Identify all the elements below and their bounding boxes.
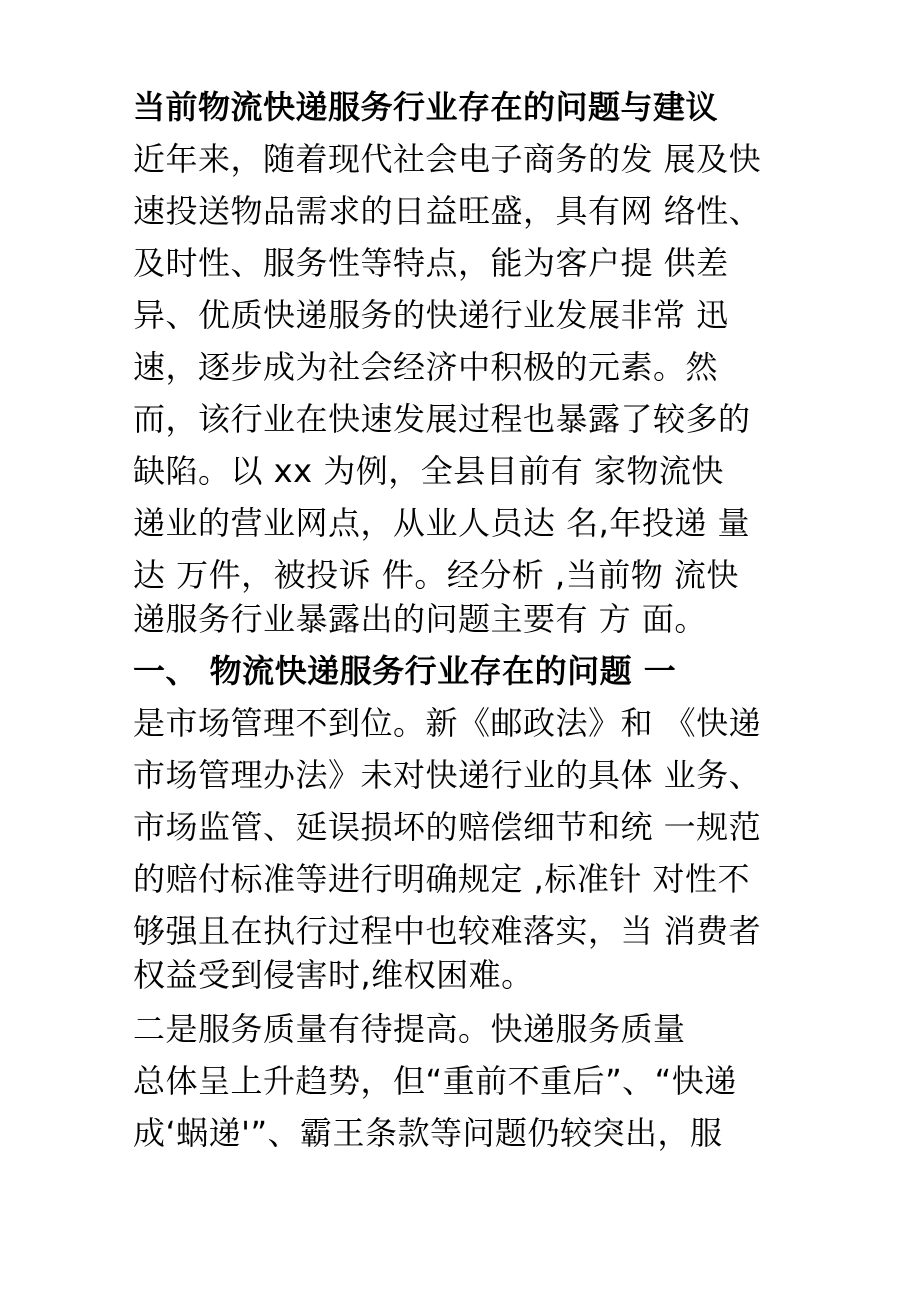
text-line: 二是服务质量有待提高。快递服务质量 [133, 1010, 686, 1048]
text-line: 达 万件，被投诉 件。经分析 ,当前物 流快 [133, 556, 739, 594]
text-line: 缺陷。以 xx 为例，全县目前有 家物流快 [133, 452, 724, 490]
text-line: 权益受到侵害时,维权困难。 [133, 956, 534, 994]
text-line: 速，逐步成为社会经济中积极的元素。然 [133, 348, 719, 386]
text-line: 市场监管、延误损坏的赔偿细节和统 一规范 [133, 808, 762, 846]
text-line: 总体呈上升趋势，但“重前不重后”、“快递 [133, 1062, 737, 1100]
text-line: 递服务行业暴露出的问题主要有 方 面。 [133, 600, 707, 638]
text-line: 够强且在执行过程中也较难落实，当 消费者 [133, 912, 762, 950]
text-line: 而，该行业在快速发展过程也暴露了较多的 [133, 400, 751, 438]
text-line: 递业的营业网点，从业人员达 名,年投递 量 [133, 504, 751, 542]
text-line: 市场管理办法》未对快递行业的具体 业务、 [133, 756, 762, 794]
text-line: 是市场管理不到位。新《邮政法》和 《快递 [133, 704, 762, 742]
text-line: 异、优质快递服务的快递行业发展非常 迅 [133, 296, 729, 334]
section-heading: 一、 物流快递服务行业存在的问题 一 [133, 652, 677, 690]
text-line: 的赔付标准等进行明确规定 ,标准针 对性不 [133, 860, 751, 898]
text-line: 速投送物品需求的日益旺盛，具有网 络性、 [133, 192, 762, 230]
text-line: 成‘蜗递'”、霸王条款等问题仍较突出，服 [133, 1114, 723, 1152]
document-title: 当前物流快递服务行业存在的问题与建议 [133, 88, 719, 126]
text-line: 近年来，随着现代社会电子商务的发 展及快 [133, 140, 762, 178]
text-line: 及时性、服务性等特点，能为客户提 供差 [133, 244, 729, 282]
